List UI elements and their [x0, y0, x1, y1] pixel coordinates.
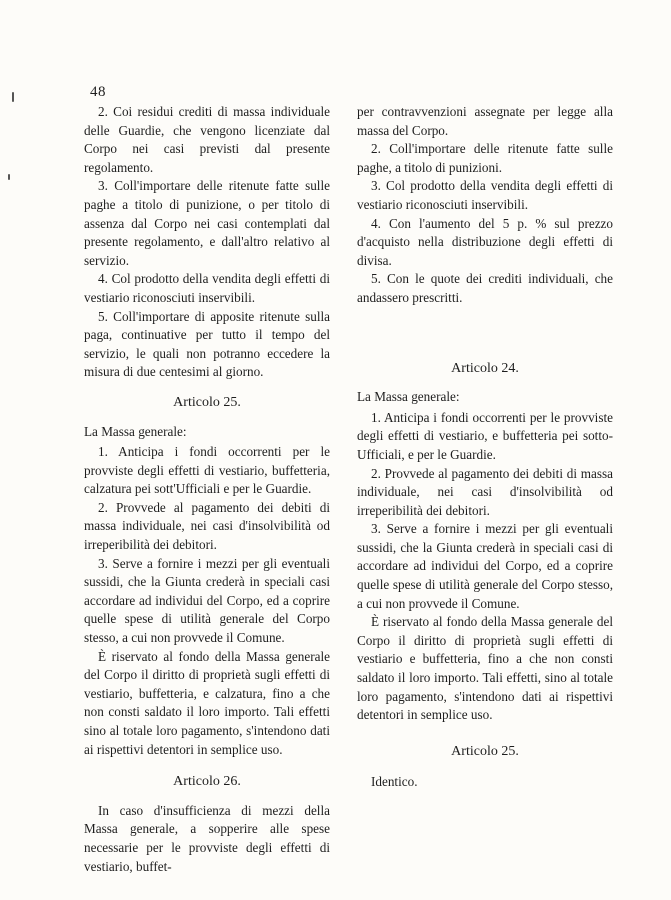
right-column	[357, 103, 613, 792]
left-paragraph: 2. Provvede al pagamento dei debiti di massa individuale, nei casi d'insolvibilità od irreperibilità dei debitori.	[84, 499, 330, 553]
left-paragraph: È riservato al fondo della Massa generale del Corpo il diritto di proprietà sugli effetti di vestiario, buffetteria, e calzatura, fino a che non consti saldato il loro importo. Tali effetti sino al totale loro pagamento, s'intendono dati ai rispettivi detentori in semplice uso.	[84, 648, 330, 757]
left-article-heading-26: Articolo 26.	[173, 774, 241, 790]
right-paragraph: Identico.	[371, 774, 418, 790]
left-paragraph: 1. Anticipa i fondi occorrenti per le provviste degli effetti di vestiario, buffetteria, calzatura pei sott'Ufficiali e per le Guardie.	[84, 444, 330, 497]
right-paragraph: La Massa generale:	[357, 389, 460, 405]
page-number: 48	[90, 84, 106, 100]
right-paragraph: 3. Col prodotto della vendita degli effetti di vestiario riconosciuti inservibili.	[357, 178, 613, 212]
scan-mark-1	[12, 92, 14, 102]
right-article-heading-25: Articolo 25.	[451, 743, 519, 759]
right-paragraph: 3. Serve a fornire i mezzi per gli eventuali sussidi, che la Giunta crederà in speciali casi di accordare ad individui del Corpo, ed a coprire quelle spese di utilità generale del Corpo stesso, a cui non provvede il Comune.	[357, 521, 613, 611]
left-paragraph: 3. Serve a fornire i mezzi per gli eventuali sussidi, che la Giunta crederà in speciali casi accordare ad individui del Corpo, ed a coprire quelle spese di utilità generale del Corpo stesso, a cui non provvede il Comune.	[84, 555, 330, 646]
left-paragraph: 5. Coll'importare di apposite ritenute sulla paga, continuative per tutto il tempo del servizio, le quali non potranno eccedere la misura di due centesimi al giorno.	[84, 308, 330, 380]
left-article-heading-25: Articolo 25.	[173, 394, 241, 410]
left-column	[84, 103, 330, 876]
right-article-heading-24: Articolo 24.	[451, 360, 519, 376]
right-paragraph: 5. Con le quote dei crediti individuali, che andassero prescritti.	[357, 271, 613, 305]
left-paragraph: In caso d'insufficienza di mezzi della Massa generale, a sopperire alle spese necessarie per le provviste degli effetti di vestiario, buffet-	[84, 802, 330, 874]
right-paragraph: 4. Con l'aumento del 5 p. % sul prezzo d'acquisto nella distribuzione degli effetti di divisa.	[357, 215, 613, 268]
left-paragraph: 3. Coll'importare delle ritenute fatte sulle paghe a titolo di punizione, o per titolo di assenza dal Corpo nei casi contemplati dal presente regolamento, e dall'altro relativo al servizio.	[84, 178, 330, 268]
right-paragraph: 2. Coll'importare delle ritenute fatte sulle paghe, a titolo di punizioni.	[357, 141, 613, 175]
right-paragraph: È riservato al fondo della Massa generale del Corpo il diritto di proprietà sugli effetti di vestiario e buffetteria, fino a che non consti saldato il loro importo. Tali effetti, sino al totale loro pagamento, s'intendono dati ai rispettivi detentori in semplice uso.	[357, 614, 613, 723]
left-paragraph: 2. Coi residui crediti di massa individuale delle Guardie, che vengono licenziate dal Corpo nei casi previsti dal presente regolamento.	[84, 104, 330, 175]
right-paragraph: per contravvenzioni assegnate per legge alla massa del Corpo.	[357, 104, 613, 138]
scan-mark-2	[8, 174, 10, 180]
left-paragraph: 4. Col prodotto della vendita degli effetti di vestiario riconosciuti inservibili.	[84, 271, 330, 305]
right-paragraph: 2. Provvede al pagamento dei debiti di massa individuale, nei casi d'insolvibilità od irreperibilità dei debitori.	[357, 465, 613, 518]
right-paragraph: 1. Anticipa i fondi occorrenti per le provviste degli effetti di vestiario, e buffetteria pei sotto-Ufficiali, e per le Guardie.	[357, 409, 613, 462]
left-paragraph: La Massa generale:	[84, 423, 187, 439]
